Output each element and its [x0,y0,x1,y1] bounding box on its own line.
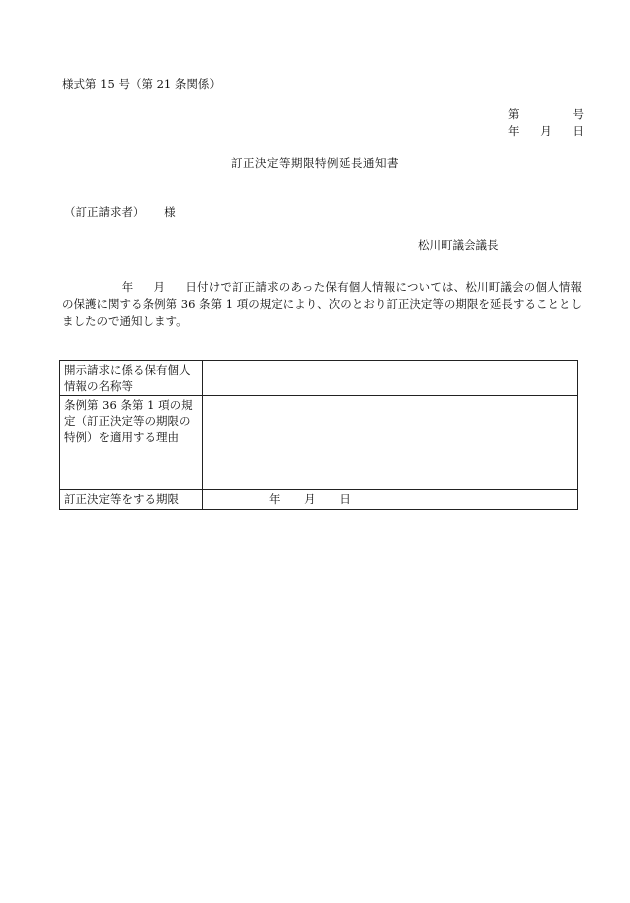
document-title: 訂正決定等期限特例延長通知書 [231,156,399,170]
table-row [60,361,578,396]
body-year: 年 [121,280,134,294]
recipient-honorific: 様 [164,205,176,219]
deadline-label: 訂正決定等をする期限 [60,490,203,510]
document-number-line [508,106,584,123]
table-row [60,490,578,510]
extension-reason-label: 条例第 36 条第 1 項の規定（訂正決定等の期限の特例）を適用する理由 [60,396,203,490]
issue-month: 月 [540,124,552,138]
document-number-block [508,106,584,140]
extension-reason-value [203,396,578,490]
number-prefix: 第 [508,107,520,121]
number-suffix: 号 [572,107,584,121]
table-row [60,396,578,490]
personal-info-name-value [203,361,578,396]
deadline-year: 年 [269,492,281,506]
detail-table [59,360,578,510]
body-month: 月 [153,280,166,294]
recipient-line [64,204,176,221]
form-number: 様式第 15 号（第 21 条関係） [62,77,221,91]
deadline-month: 月 [304,492,316,506]
sender-name: 松川町議会議長 [418,238,499,252]
body-text: 日付けで訂正請求のあった保有個人情報については、松川町議会の個人情報の保護に関する条例第 36 条第 1 項の規定により、次のとおり訂正決定等の期限を延長することとしましたので通知します。 [62,280,583,328]
issue-date-line [508,123,584,140]
recipient-name: （訂正請求者） [64,205,145,219]
deadline-day: 日 [339,492,351,506]
body-paragraph [62,279,582,330]
issue-year: 年 [508,124,520,138]
personal-info-name-label: 開示請求に係る保有個人情報の名称等 [60,361,203,396]
issue-day: 日 [572,124,584,138]
deadline-date [269,491,371,507]
deadline-value [203,490,578,510]
